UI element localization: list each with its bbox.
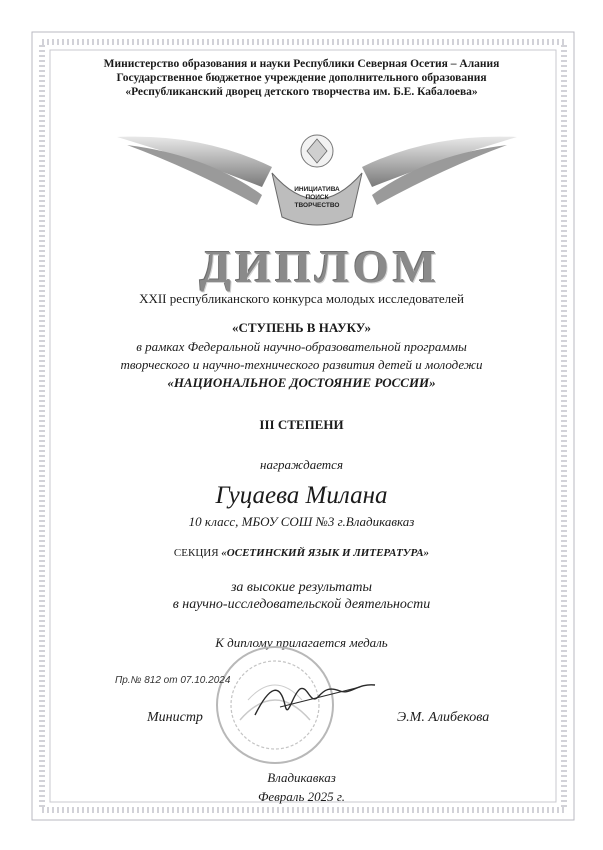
ribbon-emblem xyxy=(112,125,522,235)
header-palace: «Республиканский дворец детского творчества им. Б.Е. Кабалоева» xyxy=(125,86,478,98)
medal-note: К диплому прилагается медаль xyxy=(215,635,388,650)
reason-line-2: в научно-исследовательской деятельности xyxy=(172,597,431,612)
wing-ribbon-icon xyxy=(112,125,522,235)
contest-line-1: XXII республиканского конкурса молодых исследователей xyxy=(139,291,464,306)
header-ministry: Министерство образования и науки Республики Северная Осетия – Алания xyxy=(103,58,500,70)
emblem-text-2: ПОИСК xyxy=(305,194,329,201)
section-prefix: СЕКЦИЯ xyxy=(173,547,222,559)
degree: III СТЕПЕНИ xyxy=(259,417,344,432)
contest-name: «СТУПЕНЬ В НАУКУ» xyxy=(231,320,372,335)
signatory-name: Э.М. Алибекова xyxy=(397,710,490,725)
section-name: «ОСЕТИНСКИЙ ЯЗЫК И ЛИТЕРАТУРА» xyxy=(221,547,430,559)
order-number: Пр.№ 812 от 07.10.2024 xyxy=(115,675,231,686)
reason-line-1: за высокие результаты xyxy=(230,580,373,595)
place: Владикавказ xyxy=(267,770,336,785)
program-name: «НАЦИОНАЛЬНОЕ ДОСТОЯНИЕ РОССИИ» xyxy=(167,375,436,390)
contest-line-3: в рамках Федеральной научно-образовательной программы xyxy=(136,339,467,354)
signature xyxy=(250,675,380,725)
diploma-title: ДИПЛОМ xyxy=(199,241,441,292)
header-institution: Государственное бюджетное учреждение дополнительного образования xyxy=(116,72,487,84)
signatory-position: Министр xyxy=(147,710,203,725)
awarded-label: награждается xyxy=(260,457,343,472)
emblem-text-1: ИНИЦИАТИВА xyxy=(294,186,340,193)
handwritten-signature-icon xyxy=(250,675,380,725)
recipient-name: Гуцаева Милана xyxy=(215,482,388,509)
date: Февраль 2025 г. xyxy=(257,789,346,804)
contest-line-4: творческого и научно-технического развития детей и молодежи xyxy=(120,357,483,372)
recipient-details: 10 класс, МБОУ СОШ №3 г.Владикавказ xyxy=(188,514,415,529)
emblem-text-3: ТВОРЧЕСТВО xyxy=(294,202,340,209)
section xyxy=(0,544,603,560)
